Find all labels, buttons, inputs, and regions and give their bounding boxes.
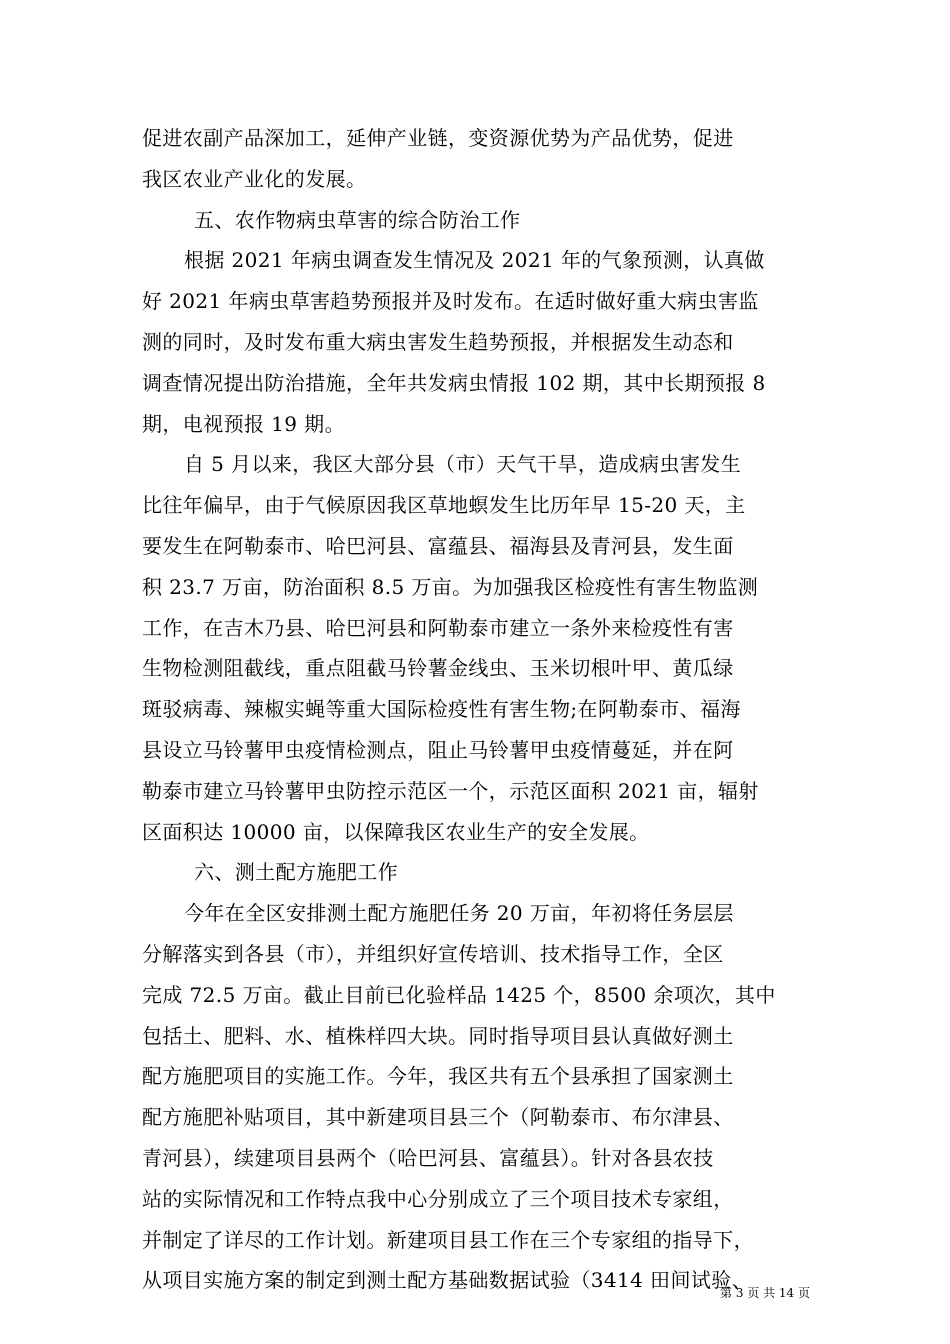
text-line: 配方施肥项目的实施工作。今年，我区共有五个县承担了国家测土 xyxy=(142,1064,734,1089)
text-line: 并制定了详尽的工作计划。新建项目县工作在三个专家组的指导下， xyxy=(142,1227,754,1252)
text-line: 青河县），续建项目县两个（哈巴河县、富蕴县）。针对各县农技 xyxy=(142,1145,714,1170)
text-line: 生物检测阻截线，重点阻截马铃薯金线虫、玉米切根叶甲、黄瓜绿 xyxy=(142,656,734,681)
text-line: 积 23.7 万亩，防治面积 8.5 万亩。为加强我区检疫性有害生物监测 xyxy=(142,574,759,599)
text-line: 从项目实施方案的制定到测土配方基础数据试验（3414 田间试验、 xyxy=(142,1268,753,1293)
text-line: 期，电视预报 19 期。 xyxy=(142,411,345,436)
text-line: 县设立马铃薯甲虫疫情检测点，阻止马铃薯甲虫疫情蔓延，并在阿 xyxy=(142,737,734,762)
text-line: 工作，在吉木乃县、哈巴河县和阿勒泰市建立一条外来检疫性有害 xyxy=(142,615,734,640)
text-line: 包括土、肥料、水、植株样四大块。同时指导项目县认真做好测土 xyxy=(142,1023,734,1048)
section-heading-6: 六、测土配方施肥工作 xyxy=(194,860,398,885)
document-body xyxy=(142,118,810,1301)
text-line: 调查情况提出防治措施，全年共发病虫情报 102 期，其中长期预报 8 xyxy=(142,370,766,395)
section-heading-5: 五、农作物病虫草害的综合防治工作 xyxy=(194,207,521,232)
text-line: 自 5 月以来，我区大部分县（市）天气干旱，造成病虫害发生 xyxy=(184,452,742,477)
text-line: 区面积达 10000 亩，以保障我区农业生产的安全发展。 xyxy=(142,819,650,844)
text-line: 促进农副产品深加工，延伸产业链，变资源优势为产品优势，促进 xyxy=(142,126,734,150)
text-line: 勒泰市建立马铃薯甲虫防控示范区一个，示范区面积 2021 亩，辐射 xyxy=(142,778,759,803)
text-line: 配方施肥补贴项目，其中新建项目县三个（阿勒泰市、布尔津县、 xyxy=(142,1105,734,1130)
text-line: 斑驳病毒、辣椒实蝇等重大国际检疫性有害生物;在阿勒泰市、福海 xyxy=(142,697,741,722)
text-line: 要发生在阿勒泰市、哈巴河县、富蕴县、福海县及青河县，发生面 xyxy=(142,533,734,558)
text-line: 今年在全区安排测土配方施肥任务 20 万亩，年初将任务层层 xyxy=(184,901,734,926)
text-line: 我区农业产业化的发展。 xyxy=(142,166,367,191)
text-line: 分解落实到各县（市），并组织好宣传培训、技术指导工作，全区 xyxy=(142,941,724,966)
text-line: 站的实际情况和工作特点我中心分别成立了三个项目技术专家组， xyxy=(142,1186,734,1211)
page-number: 第 3 页 共 14 页 xyxy=(720,1286,810,1300)
text-line: 完成 72.5 万亩。截止目前已化验样品 1425 个，8500 余项次，其中 xyxy=(142,982,776,1007)
text-line: 根据 2021 年病虫调查发生情况及 2021 年的气象预测，认真做 xyxy=(184,248,765,273)
text-line: 好 2021 年病虫草害趋势预报并及时发布。在适时做好重大病虫害监 xyxy=(142,289,759,314)
text-line: 测的同时，及时发布重大病虫害发生趋势预报，并根据发生动态和 xyxy=(142,329,734,354)
text-line: 比往年偏早，由于气候原因我区草地螟发生比历年早 15-20 天，主 xyxy=(142,493,746,518)
